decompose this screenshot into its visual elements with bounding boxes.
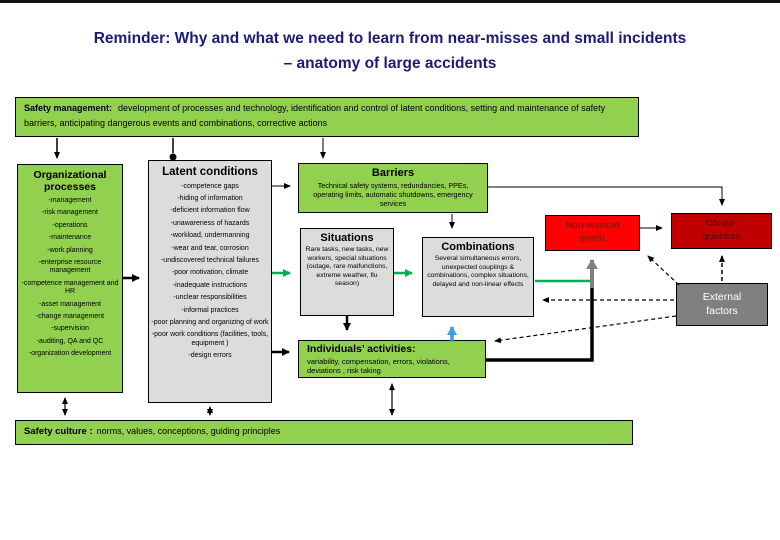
dashed-external-to-nonwanted xyxy=(648,256,679,285)
combinations-box xyxy=(422,237,534,317)
dashed-external-to-individuals xyxy=(495,316,676,341)
list-item: -competence management and HR xyxy=(21,279,119,296)
list-item: -unawareness of hazards xyxy=(170,219,250,227)
list-item: -asset management xyxy=(39,300,101,308)
combinations-text: Several simultaneous errors, unexpected couplings & combinations, complex situations, delayed and non-linear effects xyxy=(427,255,529,288)
external-factors-label: External factors xyxy=(702,291,742,317)
situations-title: Situations xyxy=(320,232,374,244)
list-item: -poor planning and organizing of work xyxy=(151,318,269,326)
list-item: -maintenance xyxy=(48,234,92,242)
list-item: -competence gaps xyxy=(181,182,239,190)
situations-box xyxy=(300,228,394,316)
safety-management-text: development of processes and technology, identification and control of latent conditions, setting and maintenance of safety barriers, anticipating dangerous events and combinations, corrective actions xyxy=(24,103,606,128)
list-item: -inadequate instructions xyxy=(172,281,248,289)
non-wanted-event-box xyxy=(545,215,640,251)
consequences-label-line2: quences xyxy=(702,231,741,242)
non-wanted-event-label: Non-wanted event xyxy=(565,220,620,244)
safety-management-label: Safety management: xyxy=(24,103,113,113)
safety-culture-label: Safety culture : xyxy=(24,426,93,437)
combinations-title: Combinations xyxy=(441,241,515,253)
list-item: -supervision xyxy=(51,325,89,333)
list-item: -deficient information flow xyxy=(170,207,250,215)
organizational-processes-box xyxy=(17,164,123,393)
arrow-barriers-to-consequences xyxy=(488,187,722,205)
list-item: -undiscovered technical failures xyxy=(160,256,260,264)
barriers-box xyxy=(298,163,488,213)
latent-conditions-list xyxy=(149,183,271,361)
barriers-title: Barriers xyxy=(371,167,415,179)
barriers-text: Technical safety systems, redundancies, PPEs, operating limits, automatic shutdowns, emergency services xyxy=(313,181,473,209)
individuals-activities-title: Individuals’ activities: xyxy=(307,343,416,355)
consequences-label-line1: Conse- xyxy=(705,218,738,230)
list-item: -management xyxy=(48,197,92,205)
latent-conditions-box xyxy=(148,160,272,403)
list-item: -design errors xyxy=(188,352,232,360)
slide-title-line1: Reminder: Why and what we need to learn from near-misses and small incidents xyxy=(93,30,687,47)
list-item: -informal practices xyxy=(181,306,239,314)
list-item: -enterprise resource management xyxy=(38,259,102,275)
list-item: -unclear responsibilities xyxy=(173,294,247,302)
list-item: -wear and tear, corrosion xyxy=(171,244,249,252)
individuals-activities-text: variability, compensation, errors, violations, deviations , risk taking xyxy=(307,356,450,375)
list-item: -risk management xyxy=(41,209,99,217)
external-factors-box xyxy=(676,283,768,326)
organizational-processes-title: Organizational processes xyxy=(33,169,107,193)
list-item: -poor motivation, climate xyxy=(171,269,249,277)
list-item: -change management xyxy=(35,313,105,320)
safety-management-banner xyxy=(15,97,639,137)
safety-culture-banner xyxy=(15,420,633,445)
list-item: -organization development xyxy=(28,350,112,358)
list-item: -hiding of information xyxy=(177,195,243,203)
latent-conditions-title: Latent conditions xyxy=(162,166,258,178)
top-border-bar xyxy=(0,0,780,3)
organizational-processes-list xyxy=(18,197,122,358)
slide-title xyxy=(0,27,780,77)
list-item: -workload, undermanning xyxy=(170,232,250,240)
list-item: -auditing, QA and QC xyxy=(36,337,104,345)
safety-culture-text: norms, values, conceptions, guiding principles xyxy=(96,426,281,436)
list-item: -poor work conditions (facilities, tools, equipment ) xyxy=(151,331,269,347)
list-item: -work planning xyxy=(47,246,93,254)
individuals-activities-box xyxy=(298,340,486,378)
consequences-box xyxy=(671,213,772,249)
slide-title-line2: – anatomy of large accidents xyxy=(283,54,497,72)
situations-text: Rare tasks, new tasks, new workers, special situations (outage, rare malfunctions, extreme weather, flu season) xyxy=(305,246,389,288)
list-item: -operations xyxy=(52,221,88,229)
